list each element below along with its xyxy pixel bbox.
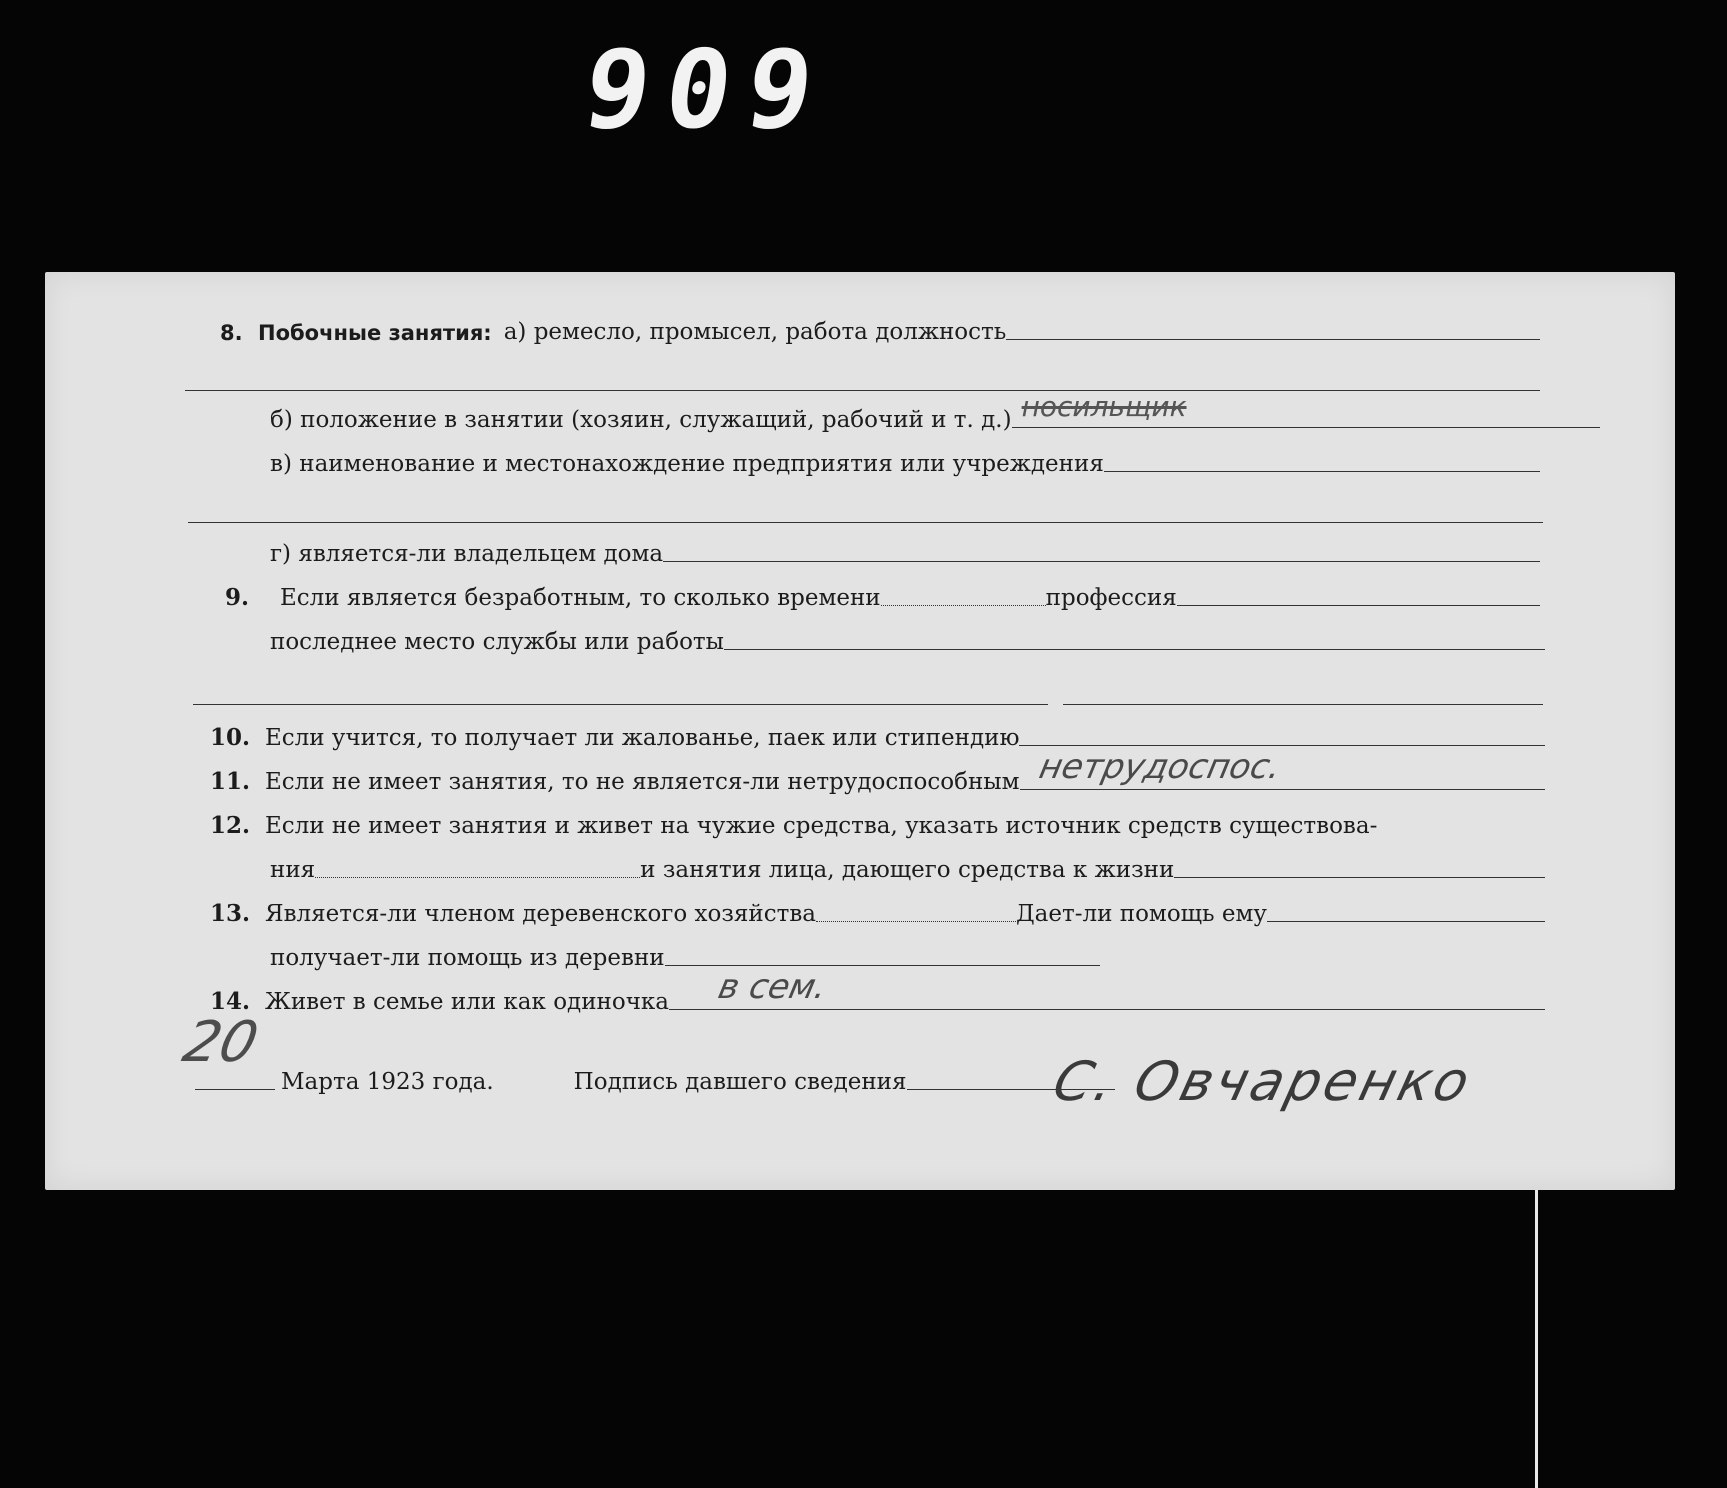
q8-row-v (270, 444, 1540, 480)
q12-row-cont (270, 850, 1545, 886)
q8-g-field[interactable] (663, 561, 1540, 562)
q8-b-label: б) положение в занятии (хозяин, служащий, рабочий и т. д.) (270, 407, 1012, 433)
q9-profession-label: профессия (1045, 585, 1177, 611)
q12-source-field[interactable] (315, 877, 640, 878)
q8-row-g (270, 534, 1540, 570)
q8-v-continuation-line[interactable] (188, 522, 1543, 523)
q8-a-field[interactable] (1006, 339, 1540, 340)
q8-v-field[interactable] (1104, 471, 1540, 472)
handwritten-signature: С. Овчаренко (1047, 1050, 1479, 1113)
q11-label: Если не имеет занятия, то не является-ли нетрудоспособным (265, 769, 1020, 795)
q12-label: Если не имеет занятия и живет на чужие средства, указать источник средств существова- (265, 813, 1378, 839)
handwritten-day: 20 (176, 1010, 265, 1075)
q12-number: 12. (210, 812, 251, 839)
q14-number: 14. (210, 988, 251, 1015)
q13-label: Является-ли членом деревенского хозяйства (265, 901, 816, 927)
q9-number: 9. (225, 584, 250, 611)
q8-g-label: г) является-ли владельцем дома (270, 541, 664, 567)
q9-time-field[interactable] (881, 605, 1046, 606)
q11-handwritten-answer: нетрудоспос. (1035, 747, 1284, 787)
q8-row-a (220, 312, 1540, 348)
q8-a-continuation-line[interactable] (185, 390, 1540, 391)
frame-number: 909 (576, 28, 837, 153)
q12-row (210, 806, 1550, 842)
q12-occupation-field[interactable] (1174, 877, 1545, 878)
q14-handwritten-answer: в сем. (714, 967, 831, 1007)
q9-continuation-line-2[interactable] (1063, 704, 1543, 705)
q9-profession-field[interactable] (1177, 605, 1540, 606)
q13-help-field[interactable] (1267, 921, 1545, 922)
q8-b-struck-answer: носильщик (1021, 390, 1187, 423)
q9-label: Если является безработным, то сколько времени (280, 585, 881, 611)
q8-number: 8. (220, 321, 243, 345)
q10-number: 10. (210, 724, 251, 751)
q12-cont2-label: и занятия лица, дающего средства к жизни (640, 857, 1175, 883)
q13-row-receives (270, 938, 1100, 974)
q13-member-field[interactable] (816, 921, 1016, 922)
q14-row (210, 967, 1545, 1018)
q10-label: Если учится, то получает ли жалованье, паек или стипендию (265, 725, 1020, 751)
q8-heading: Побочные занятия: (258, 321, 492, 345)
q11-row (210, 747, 1545, 798)
q12-cont-label: ния (270, 857, 316, 883)
q14-label: Живет в семье или как одиночка (265, 989, 670, 1015)
q13-number: 13. (210, 900, 251, 927)
q13-row (210, 894, 1545, 930)
q13-receives-field[interactable] (665, 965, 1100, 966)
q14-field[interactable] (669, 967, 1545, 1010)
date-month-year: Марта 1923 года. (281, 1069, 494, 1095)
signature-label: Подпись давшего сведения (573, 1069, 907, 1095)
q9-last-place-label: последнее место службы или работы (270, 629, 724, 655)
q11-number: 11. (210, 768, 251, 795)
q10-row (210, 718, 1545, 754)
film-edge-line (1535, 1190, 1538, 1488)
q13-help-label: Дает-ли помощь ему (1015, 901, 1267, 927)
q9-row-last-place (270, 622, 1545, 658)
q8-v-label: в) наименование и местонахождение предприятия или учреждения (270, 451, 1104, 477)
q8-a-label: а) ремесло, промысел, работа должность (503, 319, 1007, 345)
q10-field[interactable] (1019, 745, 1545, 746)
q13-receives-label: получает-ли помощь из деревни (270, 945, 665, 971)
q9-row (225, 578, 1540, 614)
q8-row-b (270, 390, 1600, 436)
q11-field[interactable] (1020, 747, 1546, 790)
q9-continuation-line-1[interactable] (193, 704, 1048, 705)
date-day-field[interactable] (195, 1089, 275, 1090)
q9-last-place-field[interactable] (724, 649, 1545, 650)
footer-row (195, 1062, 1115, 1098)
q8-b-field[interactable] (1012, 390, 1600, 428)
